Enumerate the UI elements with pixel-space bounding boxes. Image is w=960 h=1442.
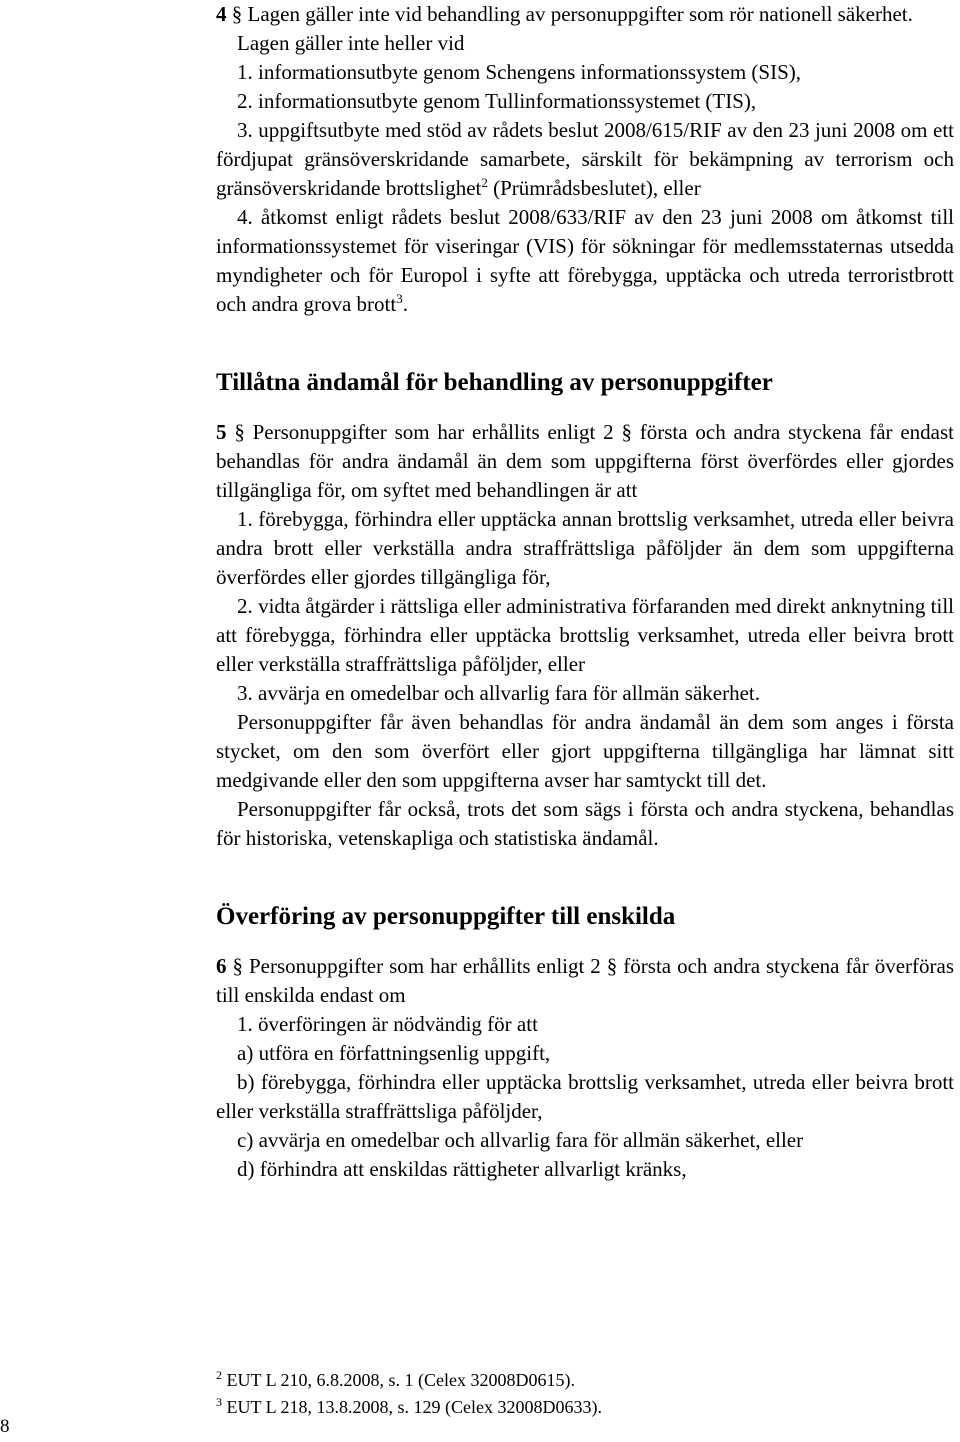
section-number: 6 (216, 954, 227, 978)
section-4-item-4 (216, 203, 954, 319)
footnote-text: EUT L 218, 13.8.2008, s. 129 (Celex 32008D0633). (226, 1397, 602, 1417)
section-5 (216, 418, 954, 853)
section-text: Personuppgifter som har erhållits enligt 2 (252, 420, 614, 444)
section-4-item-1: 1. informationsutbyte genom Schengens informationssystem (SIS), (237, 60, 802, 84)
section-6-item-b: b) förebygga, förhindra eller upptäcka brottslig verksamhet, utreda eller beivra brott eller verkställa straffrättsliga påföljder, (216, 1070, 954, 1123)
section-5-item-2: 2. vidta åtgärder i rättsliga eller administrativa förfaranden med direkt anknytning till att förebygga, förhindra eller upptäcka brottslig verksamhet, utreda eller beivra brott eller verkställa straffrättsliga påföljder, eller (216, 594, 954, 676)
item-text: 3. uppgiftsutbyte med stöd av rådets beslut 2008/615/RIF av den 23 juni 2008 om ett fördjupat gränsöverskridande samarbete, särskilt för bekämpning av terrorism och gränsöverskridande brottslighet (216, 118, 954, 200)
section-6-item-c: c) avvärja en omedelbar och allvarlig fara för allmän säkerhet, eller (237, 1128, 804, 1152)
section-sign: § (231, 2, 243, 26)
heading-permitted-purposes: Tillåtna ändamål för behandling av personuppgifter (216, 369, 773, 396)
section-number: 5 (216, 420, 227, 444)
section-6-paragraph (216, 952, 954, 1010)
section-sign-ref: § (606, 954, 618, 978)
heading-transfer-to-individuals: Överföring av personuppgifter till enskilda (216, 903, 676, 930)
section-4-item-3 (216, 116, 954, 203)
footnote-2 (216, 1367, 954, 1394)
footnote-ref: 2 (481, 175, 488, 190)
footnote-text: EUT L 210, 6.8.2008, s. 1 (Celex 32008D0615). (226, 1370, 575, 1390)
section-text: Personuppgifter som har erhållits enligt 2 (248, 954, 601, 978)
section-6-item-1: 1. överföringen är nödvändig för att (237, 1012, 538, 1036)
section-text: första och andra styckena får endast behandlas för andra ändamål än dem som uppgifterna först överfördes eller gjordes tillgängliga för, om syftet med behandlingen är att (216, 420, 955, 502)
section-sign-ref: § (621, 420, 632, 444)
section-5-item-1: 1. förebygga, förhindra eller upptäcka annan brottslig verksamhet, utreda eller beivra andra brott eller verkställa andra straffrättsliga påföljder än dem som uppgifterna överfördes eller gjordes tillgängliga för, (216, 507, 954, 589)
footnote-number: 3 (216, 1395, 222, 1409)
footnotes (216, 1367, 954, 1421)
section-6-item-a: a) utföra en författningsenlig uppgift, (237, 1041, 551, 1065)
section-5-paragraph-3: Personuppgifter får också, trots det som sägs i första och andra styckena, behandlas för historiska, vetenskapliga och statistiska ändamål. (216, 797, 954, 850)
footnote-ref: 3 (396, 291, 403, 306)
item-text: . (402, 292, 408, 316)
section-4 (216, 0, 954, 319)
section-5-paragraph (216, 418, 954, 505)
page-number: 8 (0, 1416, 10, 1437)
item-text: 4. åtkomst enligt rådets beslut 2008/633/RIF av den 23 juni 2008 om åtkomst till informationssystemet för viseringar (VIS) för sökningar för medlemsstaternas utsedda myndigheter och för Europol i syfte att förebygga, upptäcka och utreda terroristbrott och andra grova brott (216, 205, 954, 316)
section-5-paragraph-2: Personuppgifter får även behandlas för andra ändamål än dem som anges i första stycket, om den som överfört eller gjort uppgifterna tillgängliga har lämnat sitt medgivande eller den som uppgifterna avser har samtyckt till det. (216, 710, 954, 792)
section-sign: § (234, 420, 245, 444)
document-body (216, 0, 954, 1184)
footnote-3 (216, 1394, 954, 1421)
section-sign: § (232, 954, 243, 978)
section-6-item-d: d) förhindra att enskildas rättigheter allvarligt kränks, (237, 1157, 687, 1181)
section-text: första och andra styckena får överföras till enskilda endast om (216, 954, 955, 1007)
item-text: (Prümrådsbeslutet), eller (487, 176, 701, 200)
section-4-item-2: 2. informationsutbyte genom Tullinformationssystemet (TIS), (237, 89, 757, 113)
section-6 (216, 952, 954, 1184)
footnote-number: 2 (216, 1368, 222, 1382)
section-text: Lagen gäller inte vid behandling av personuppgifter som rör nationell säkerhet. (247, 2, 913, 26)
section-4-intro: Lagen gäller inte heller vid (237, 31, 465, 55)
section-number: 4 (216, 2, 227, 26)
section-5-item-3: 3. avvärja en omedelbar och allvarlig fara för allmän säkerhet. (237, 681, 761, 705)
section-4-paragraph (216, 0, 954, 29)
